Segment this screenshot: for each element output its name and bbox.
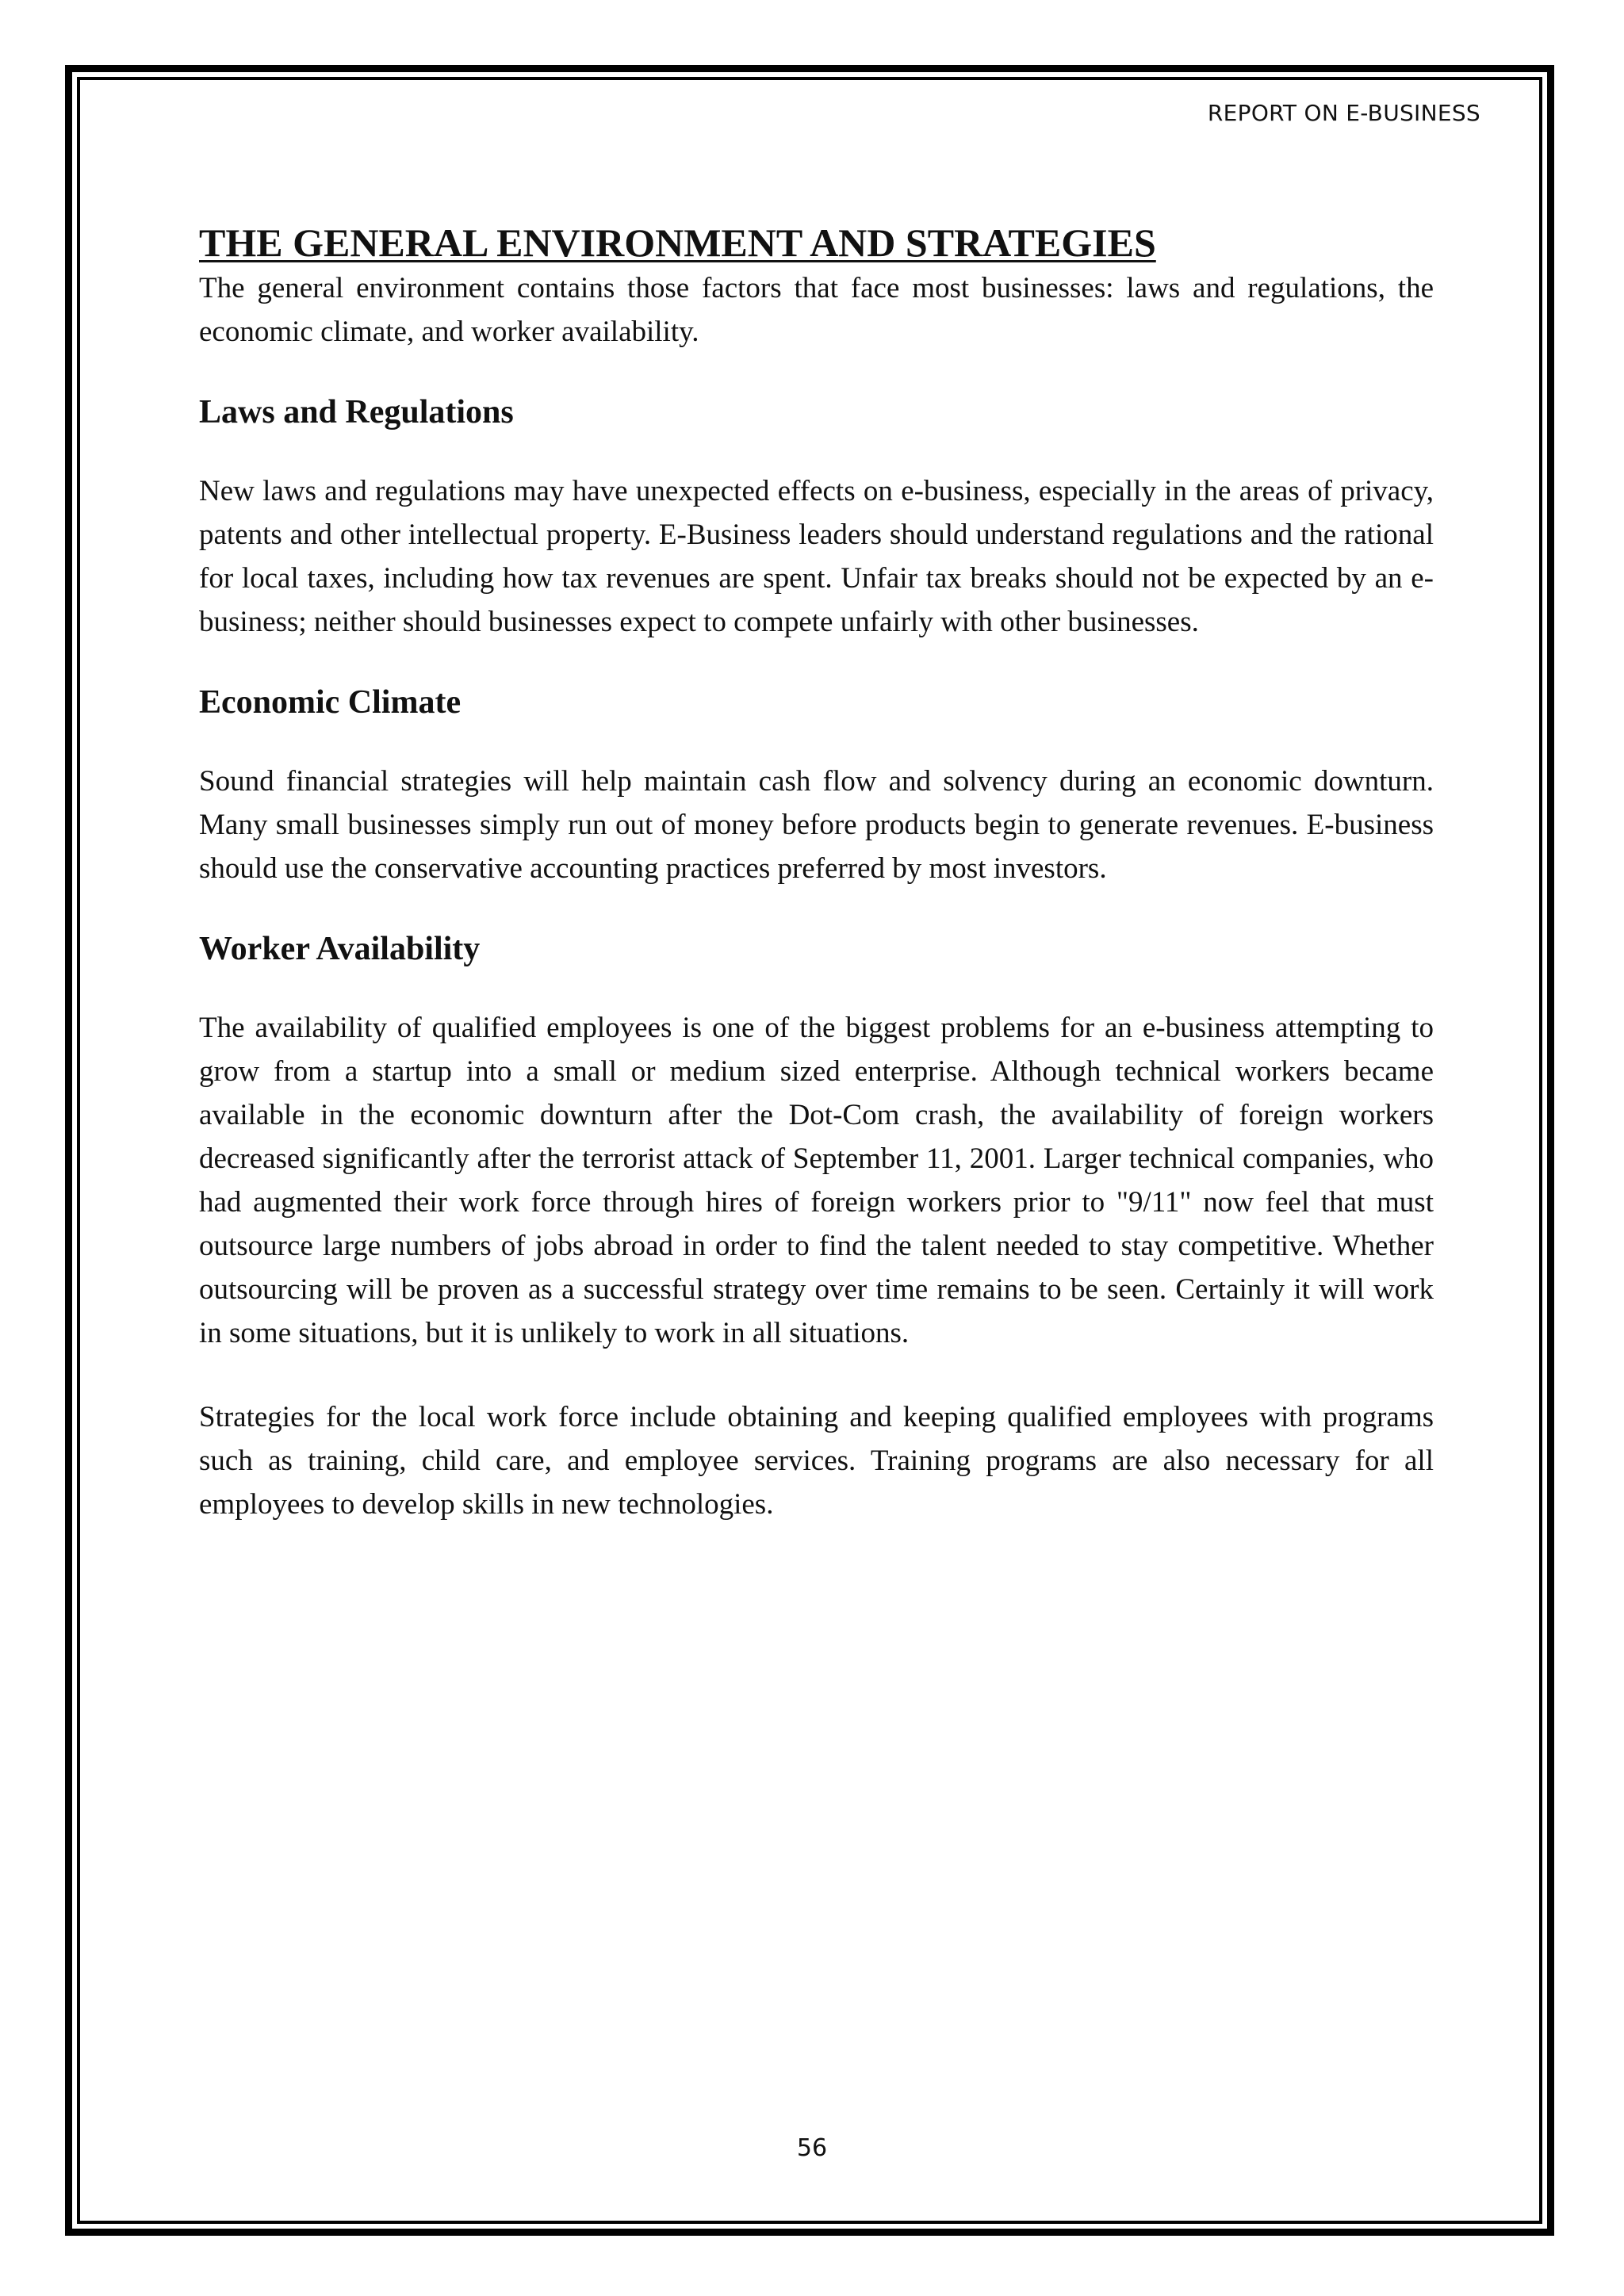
page-title: THE GENERAL ENVIRONMENT AND STRATEGIES	[199, 220, 1156, 265]
section-heading: Laws and Regulations	[199, 394, 514, 430]
section-paragraph: Sound financial strategies will help maintain cash flow and solvency during an economic downturn. Many small businesses simply run out of money before products begin to generate revenues. E-business should use the conservative accounting practices preferred by most investors.	[199, 765, 1434, 885]
section-heading: Economic Climate	[199, 684, 462, 721]
page-number: 56	[796, 2134, 828, 2162]
intro-paragraph: The general environment contains those factors that face most businesses: laws and regulations, the economic climate, and worker availability.	[199, 272, 1434, 348]
page-content	[199, 219, 1434, 1526]
section-paragraph: New laws and regulations may have unexpected effects on e-business, especially in the areas of privacy, patents and other intellectual property. E-Business leaders should understand regulations and the rational for local taxes, including how tax revenues are spent. Unfair tax breaks should not be expected by an e-business; neither should businesses expect to compete unfairly with other businesses.	[199, 475, 1434, 638]
section-heading: Worker Availability	[199, 931, 481, 967]
section-worker-availability	[199, 927, 1434, 1526]
section-economic-climate	[199, 680, 1434, 890]
section-paragraph: Strategies for the local work force include obtaining and keeping qualified employees with programs such as training, child care, and employee services. Training programs are also necessary for all employees to develop skills in new technologies.	[199, 1401, 1434, 1521]
section-laws-and-regulations	[199, 390, 1434, 644]
section-paragraph: The availability of qualified employees is one of the biggest problems for an e-business attempting to grow from a startup into a small or medium sized enterprise. Although technical workers became available in the economic downturn after the Dot-Com crash, the availability of foreign workers decreased significantly after the terrorist attack of September 11, 2001. Larger technical companies, who had augmented their work force through hires of foreign workers prior to "9/11" now feel that must outsource large numbers of jobs abroad in order to find the talent needed to stay competitive. Whether outsourcing will be proven as a successful strategy over time remains to be seen. Certainly it will work in some situations, but it is unlikely to work in all situations.	[199, 1012, 1434, 1349]
running-header: REPORT ON E-BUSINESS	[1207, 100, 1480, 126]
